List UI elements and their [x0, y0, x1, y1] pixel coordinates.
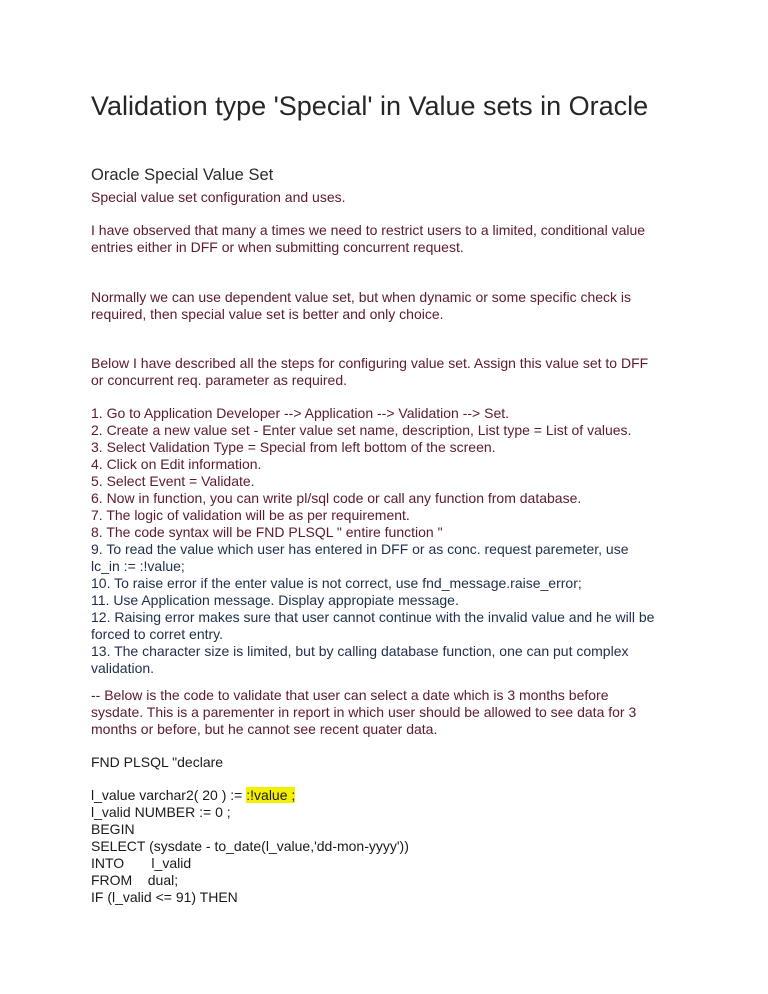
step-item: 8. The code syntax will be FND PLSQL " entire function ": [91, 524, 443, 540]
step-item: 2. Create a new value set - Enter value set name, description, List type = List of values.: [91, 422, 632, 438]
section-heading: Oracle Special Value Set: [91, 166, 274, 184]
comment-line: -- Below is the code to validate that user can select a date which is 3 months before: [91, 687, 609, 703]
paragraph-line: Normally we can use dependent value set, but when dynamic or some specific check is: [91, 289, 632, 305]
step-item: 13. The character size is limited, but by calling database function, one can put complex: [91, 643, 629, 659]
steps-list: [91, 405, 691, 677]
step-item: 9. To read the value which user has entered in DFF or as conc. request paremeter, use: [91, 541, 629, 557]
intro-tagline: [91, 189, 691, 206]
page-title: Validation type 'Special' in Value sets in Oracle: [91, 91, 649, 121]
step-item: 1. Go to Application Developer --> Application --> Validation --> Set.: [91, 405, 510, 421]
paragraph-line: required, then special value set is better and only choice.: [91, 306, 444, 322]
paragraph-line: I have observed that many a times we need to restrict users to a limited, conditional value: [91, 222, 646, 238]
step-item: 7. The logic of validation will be as per requirement.: [91, 507, 410, 523]
intro-paragraph-3: [91, 355, 691, 389]
step-item: forced to corret entry.: [91, 626, 224, 642]
step-item: 12. Raising error makes sure that user cannot continue with the invalid value and he will be: [91, 609, 655, 625]
step-item: 5. Select Event = Validate.: [91, 473, 255, 489]
step-item: validation.: [91, 660, 155, 676]
intro-paragraph-1: [91, 222, 691, 256]
paragraph-line: entries either in DFF or when submitting concurrent request.: [91, 239, 464, 255]
code-line: BEGIN: [91, 821, 135, 837]
code-comment: [91, 687, 691, 738]
step-item: 3. Select Validation Type = Special from left bottom of the screen.: [91, 439, 496, 455]
intro-paragraph-2: [91, 289, 691, 323]
paragraph-line: or concurrent req. parameter as required.: [91, 372, 348, 388]
paragraph-line: Below I have described all the steps for configuring value set. Assign this value set to DFF: [91, 355, 649, 371]
step-item: 11. Use Application message. Display appropiate message.: [91, 592, 459, 608]
step-item: lc_in := :!value;: [91, 558, 185, 574]
code-line: [91, 787, 691, 804]
code-line: INTO l_valid: [91, 855, 192, 871]
code-line: FND PLSQL "declare: [91, 754, 224, 770]
comment-line: months or before, but he cannot see recent quater data.: [91, 721, 438, 737]
step-item: 6. Now in function, you can write pl/sql code or call any function from database.: [91, 490, 582, 506]
code-line: IF (l_valid <= 91) THEN: [91, 889, 238, 905]
code-line: l_valid NUMBER := 0 ;: [91, 804, 231, 820]
step-item: 10. To raise error if the enter value is not correct, use fnd_message.raise_error;: [91, 575, 582, 591]
code-line: FROM dual;: [91, 872, 179, 888]
step-item: 4. Click on Edit information.: [91, 456, 262, 472]
tagline-text: Special value set configuration and uses.: [91, 189, 346, 205]
code-header: [91, 754, 691, 771]
comment-line: sysdate. This is a parementer in report in which user should be allowed to see data for 3: [91, 704, 637, 720]
code-line: SELECT (sysdate - to_date(l_value,'dd-mon-yyyy')): [91, 838, 409, 854]
code-text: l_value varchar2( 20 ) :=: [91, 787, 247, 803]
code-block: [91, 787, 691, 906]
highlighted-code: :!value ;: [246, 787, 296, 803]
